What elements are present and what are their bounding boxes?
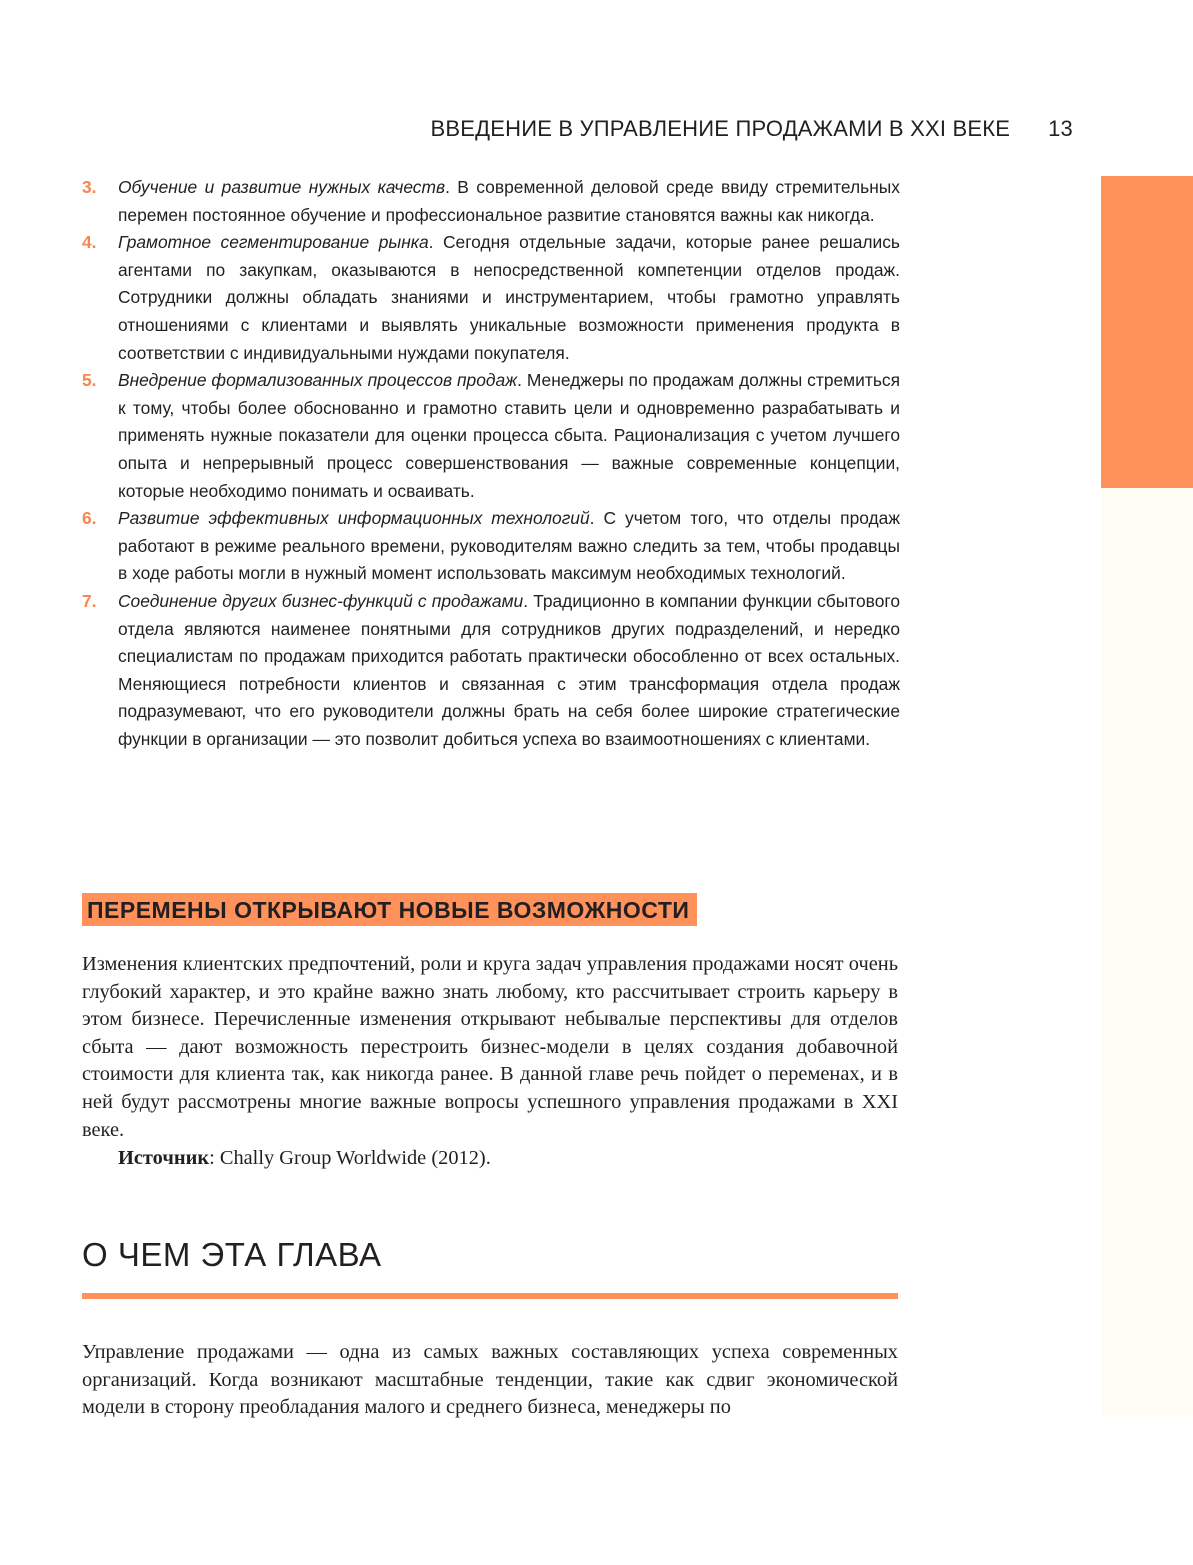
list-item-text: . Менеджеры по продажам должны стремиться к тому, чтобы более обоснованно и грамотно ставить цели и одновременно разрабатывать и применять нужные показатели для оценки процесса сбыта. Рационализация с учетом лучшего опыта и непрерывный процесс совершенствования — важные современные концепции, которые необходимо понимать и осваивать. bbox=[118, 370, 900, 501]
numbered-list bbox=[82, 174, 900, 753]
list-item-lead: Внедрение формализованных процессов продаж bbox=[118, 370, 518, 391]
list-item-lead: Обучение и развитие нужных качеств bbox=[118, 177, 446, 197]
list-item-text: . В современной деловой среде ввиду стремительных перемен постоянное обучение и профессиональное развитие становятся важны как никогда. bbox=[118, 177, 901, 225]
list-item-number: 5. bbox=[82, 370, 97, 391]
source-label: Источник bbox=[118, 1147, 210, 1169]
list-item bbox=[82, 174, 900, 229]
list-item-lead: Соединение других бизнес-функций с продажами bbox=[118, 590, 524, 611]
list-item bbox=[82, 588, 900, 754]
list-item-text: . С учетом того, что отделы продаж работают в режиме реального времени, руководителям важно следить за тем, чтобы продавцы в ходе работы могли в нужный момент использовать максимум необходимых технологий. bbox=[118, 508, 900, 584]
chapter-heading: О ЧЕМ ЭТА ГЛАВА bbox=[82, 1236, 382, 1273]
list-item-number: 4. bbox=[82, 232, 97, 253]
list-item-lead: Развитие эффективных информационных технологий bbox=[118, 508, 590, 529]
list-item bbox=[82, 229, 900, 367]
source-text: : Chally Group Worldwide (2012). bbox=[209, 1147, 491, 1169]
list-item bbox=[82, 367, 900, 505]
running-header bbox=[431, 116, 1073, 142]
list-item-lead: Грамотное сегментирование рынка bbox=[118, 232, 429, 253]
chapter-paragraph: Управление продажами — одна из самых важных составляющих успеха современных организаций. Когда возникают масштабные тенденции, такие как сдвиг экономической модели в сторону преобладания малого и среднего бизнеса, менеджеры по bbox=[82, 1341, 898, 1419]
list-item-text: . Сегодня отдельные задачи, которые ранее решались агентами по закупкам, оказываются в непосредственной компетенции отделов продаж. Сотрудники должны обладать знаниями и инструментарием, чтобы грамотно управлять отношениями с клиентами и выявлять уникальные возможности применения продукта в соответствии с индивидуальными нуждами покупателя. bbox=[118, 232, 900, 363]
box-heading: ПЕРЕМЕНЫ ОТКРЫВАЮТ НОВЫЕ ВОЗМОЖНОСТИ bbox=[82, 893, 697, 926]
list-item bbox=[82, 505, 900, 588]
box-paragraph: Изменения клиентских предпочтений, роли и круга задач управления продажами носят очень глубокий характер, и это крайне важно знать любому, кто рассчитывает строить карьеру в этом бизнесе. Перечисленные изменения открывают небывалые перспективы для отделов сбыта — дают возможность перестроить бизнес-модели в целях создания добавочной стоимости для клиента так, как никогда ранее. В данной главе речь пойдет о переменах, и в ней будут рассмотрены многие важные вопросы успешного управления продажами в XXI веке. bbox=[82, 953, 898, 1141]
source-line bbox=[118, 1145, 491, 1173]
list-item-text: . Традиционно в компании функции сбытового отдела являются наименее понятными для сотрудников других подразделений, и нередко специалистам по продажам приходится работать практически обособленно от всех остальных. Меняющиеся потребности клиентов и связанная с этим трансформация отдела продаж подразумевают, что его руководители должны брать на себя более широкие стратегические функции в организации — это позволит добиться успеха во взаимоотношениях с клиентами. bbox=[118, 590, 900, 749]
chapter-rule bbox=[82, 1293, 898, 1299]
list-item-number: 7. bbox=[82, 590, 97, 611]
page-number: 13 bbox=[1048, 116, 1073, 141]
chapter-tab bbox=[1101, 176, 1193, 488]
list-item-number: 3. bbox=[82, 177, 97, 197]
list-item-number: 6. bbox=[82, 508, 97, 529]
running-title: ВВЕДЕНИЕ В УПРАВЛЕНИЕ ПРОДАЖАМИ В XXI ВЕКЕ bbox=[430, 116, 1011, 141]
